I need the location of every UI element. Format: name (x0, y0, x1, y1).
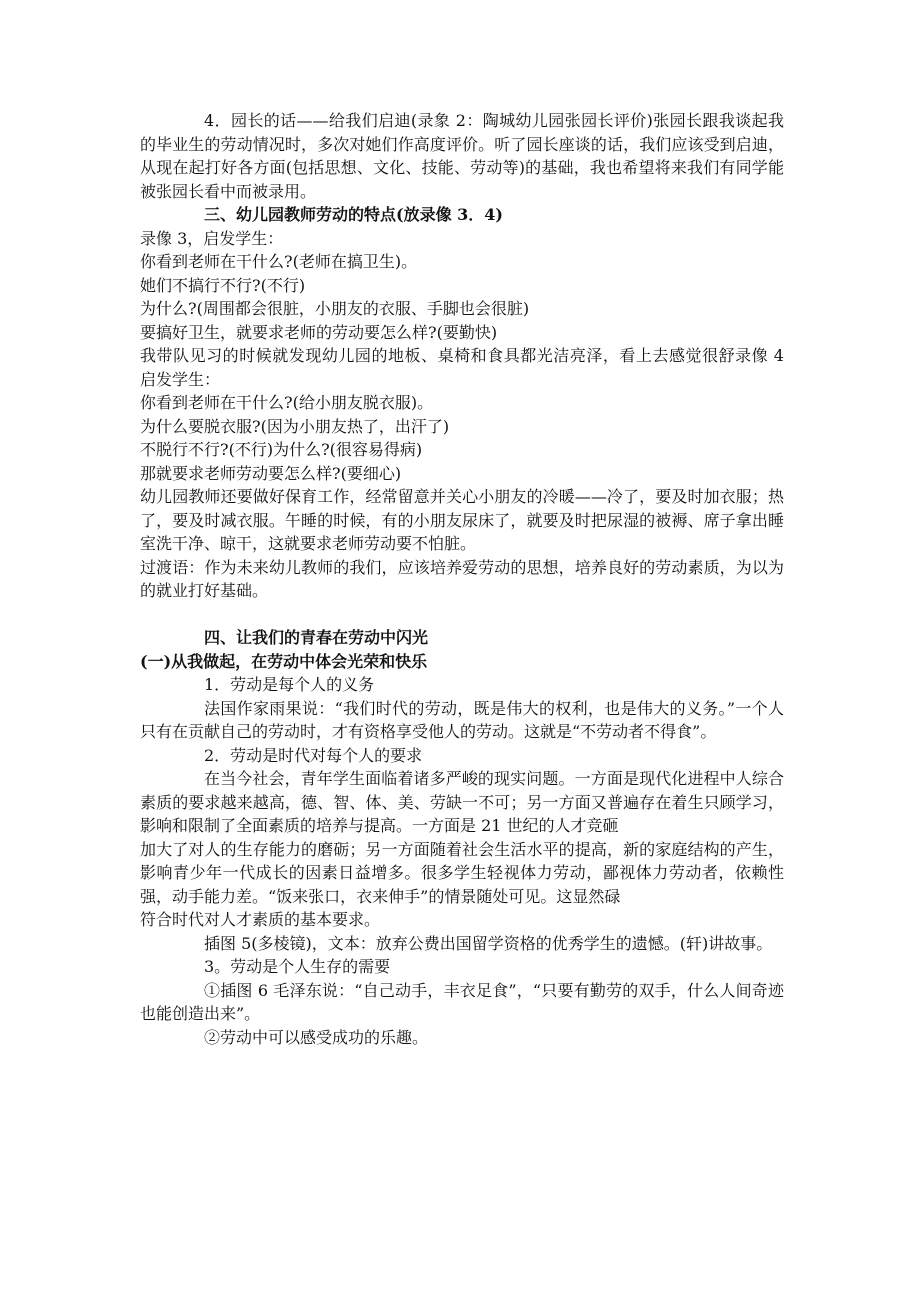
paragraph: 我带队见习的时候就发现幼儿园的地板、桌椅和食具都光洁亮泽，看上去感觉很舒录像 4 启发学生： (140, 346, 784, 389)
paragraph: 1．劳动是每个人的义务 (204, 675, 375, 694)
paragraph: 为什么要脱衣服?(因为小朋友热了，出汗了) (140, 416, 450, 436)
paragraph: 要搞好卫生，就要求老师的劳动要怎么样?(要勤快) (140, 322, 498, 342)
paragraph: 幼儿园教师还要做好保育工作，经常留意并关心小朋友的冷暖——冷了，要及时加衣服；热了，要及时减衣服。午睡的时候，有的小朋友尿床了，就要及时把尿湿的被褥、席子拿出睡室洗干净、晾干，这就要求老师劳动要不怕脏。 (140, 487, 784, 553)
paragraph: 你看到老师在干什么?(老师在搞卫生)。 (140, 252, 418, 271)
paragraph: 过渡语：作为未来幼儿教师的我们，应该培养爱劳动的思想，培养良好的劳动素质，为以为的就业打好基础。 (140, 557, 784, 600)
paragraph: 你看到老师在干什么?(给小朋友脱衣服)。 (140, 393, 434, 412)
paragraph: 在当今社会，青年学生面临着诸多严峻的现实问题。一方面是现代化进程中人综合素质的要求越来越高，德、智、体、美、劳缺一不可；另一方面又普遍存在着生只顾学习，影响和限制了全面素质的培养与提高。一方面是 21 世纪的人才竞砸 (140, 769, 784, 835)
paragraph: 那就要求老师劳动要怎么样?(要细心) (140, 463, 402, 483)
paragraph: 法国作家雨果说：“我们时代的劳动，既是伟大的权利，也是伟大的义务。”一个人只有在贡献自己的劳动时，才有资格享受他人的劳动。这就是“不劳动者不得食”。 (140, 698, 784, 741)
document-page (140, 109, 784, 1049)
blank-line (140, 603, 784, 627)
paragraph: 加大了对人的生存能力的磨砺；另一方面随着社会生活水平的提高，新的家庭结构的产生，影响青少年一代成长的因素日益增多。很多学生轻视体力劳动，鄙视体力劳动者，依赖性强，动手能力差。“饭来张口，衣来伸手”的情景随处可见。这显然碌 (140, 839, 784, 906)
paragraph: ②劳动中可以感受成功的乐趣。 (204, 1027, 429, 1047)
paragraph: 她们不搞行不行?(不行) (140, 275, 306, 295)
paragraph: 3。劳动是个人生存的需要 (204, 957, 391, 976)
paragraph: ①插图 6 毛泽东说：“自己动手，丰衣足食”，“只要有勤劳的双手，什么人间奇迹也能创造出来”。 (140, 980, 784, 1023)
subsection-heading: (一)从我做起，在劳动中体会光荣和快乐 (140, 651, 428, 671)
paragraph: 2．劳动是时代对每个人的要求 (204, 745, 423, 765)
paragraph: 4．园长的话——给我们启迪(录象 2：陶城幼儿园张园长评价)张园长跟我谈起我的毕业生的劳动情况时，多次对她们作高度评价。听了园长座谈的话，我们应该受到启迪，从现在起打好各方面(包括思想、文化、技能、劳动等)的基础，我也希望将来我们有同学能被张园长看中而被录用。 (140, 111, 784, 201)
paragraph: 插图 5(多棱镜)，文本：放弃公费出国留学资格的优秀学生的遗憾。(轩)讲故事。 (204, 933, 773, 953)
paragraph: 符合时代对人才素质的基本要求。 (140, 910, 381, 929)
paragraph: 为什么?(周围都会很脏，小朋友的衣服、手脚也会很脏) (140, 299, 530, 318)
section-heading: 四、让我们的青春在劳动中闪光 (204, 628, 429, 647)
section-heading: 三、幼儿园教师劳动的特点(放录像 3．4) (204, 205, 503, 224)
paragraph: 不脱行不行?(不行)为什么?(很容易得病) (140, 440, 423, 459)
paragraph: 录像 3，启发学生： (140, 228, 284, 248)
